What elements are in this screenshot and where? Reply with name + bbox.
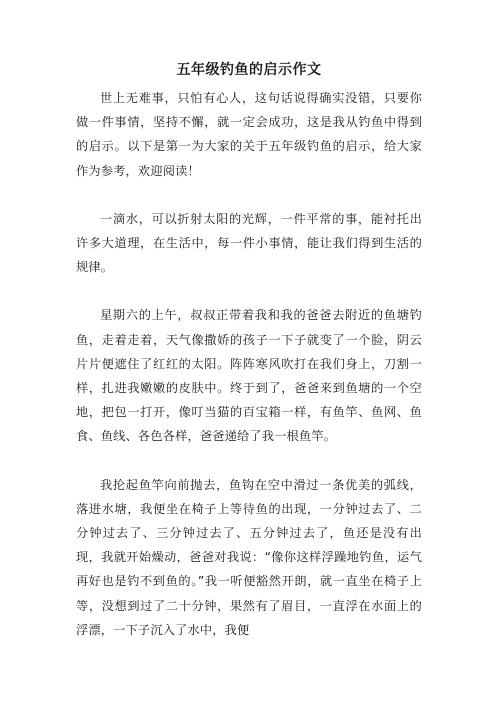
paragraph-water-drop: 一滴水，可以折射太阳的光辉，一件平常的事，能衬托出许多大道理，在生活中，每一件小事情，能让我们得到生活的规律。: [76, 211, 422, 275]
paragraph-spacer: [76, 449, 422, 473]
paragraph-spacer: [76, 183, 422, 207]
paragraph-casting: 我抡起鱼竿向前抛去，鱼钩在空中滑过一条优美的弧线，落进水塘，我便坐在椅子上等待鱼的出现，一分钟过去了、二分钟过去了、三分钟过去了、五分钟过去了，鱼还是没有出现，我就开始燥动，爸爸对我说：“像你这样浮躁地钓鱼，运气再好也是钓不到鱼的。”我一听便豁然开朗，就一直坐在椅子上等，没想到过了二十分钟，果然有了眉目，一直浮在水面上的浮漂，一下子沉入了水中，我便: [76, 477, 422, 637]
paragraph-intro: 世上无难事，只怕有心人，这句话说得确实没错，只要你做一件事情，坚持不懈，就一定会成功，这是我从钓鱼中得到的启示。以下是第一为大家的关于五年级钓鱼的启示，给大家作为参考，欢迎阅读！: [76, 91, 422, 178]
document-title: 五年级钓鱼的启示作文: [176, 62, 322, 78]
paragraph-spacer: [76, 279, 422, 303]
paragraph-saturday: 星期六的上午，叔叔正带着我和我的爸爸去附近的鱼塘钓鱼，走着走着，天气像撒娇的孩子一下子就变了一个脸，阴云片片便遮住了红红的太阳。阵阵寒风吹打在我们身上，刀割一样，扎进我嫩嫩的皮肤中。终于到了，爸爸来到鱼塘的一个空地，把包一打开，像叮当猫的百宝箱一样，有鱼竿、鱼网、鱼食、鱼线、各色各样，爸爸递给了我一根鱼竿。: [76, 308, 422, 444]
